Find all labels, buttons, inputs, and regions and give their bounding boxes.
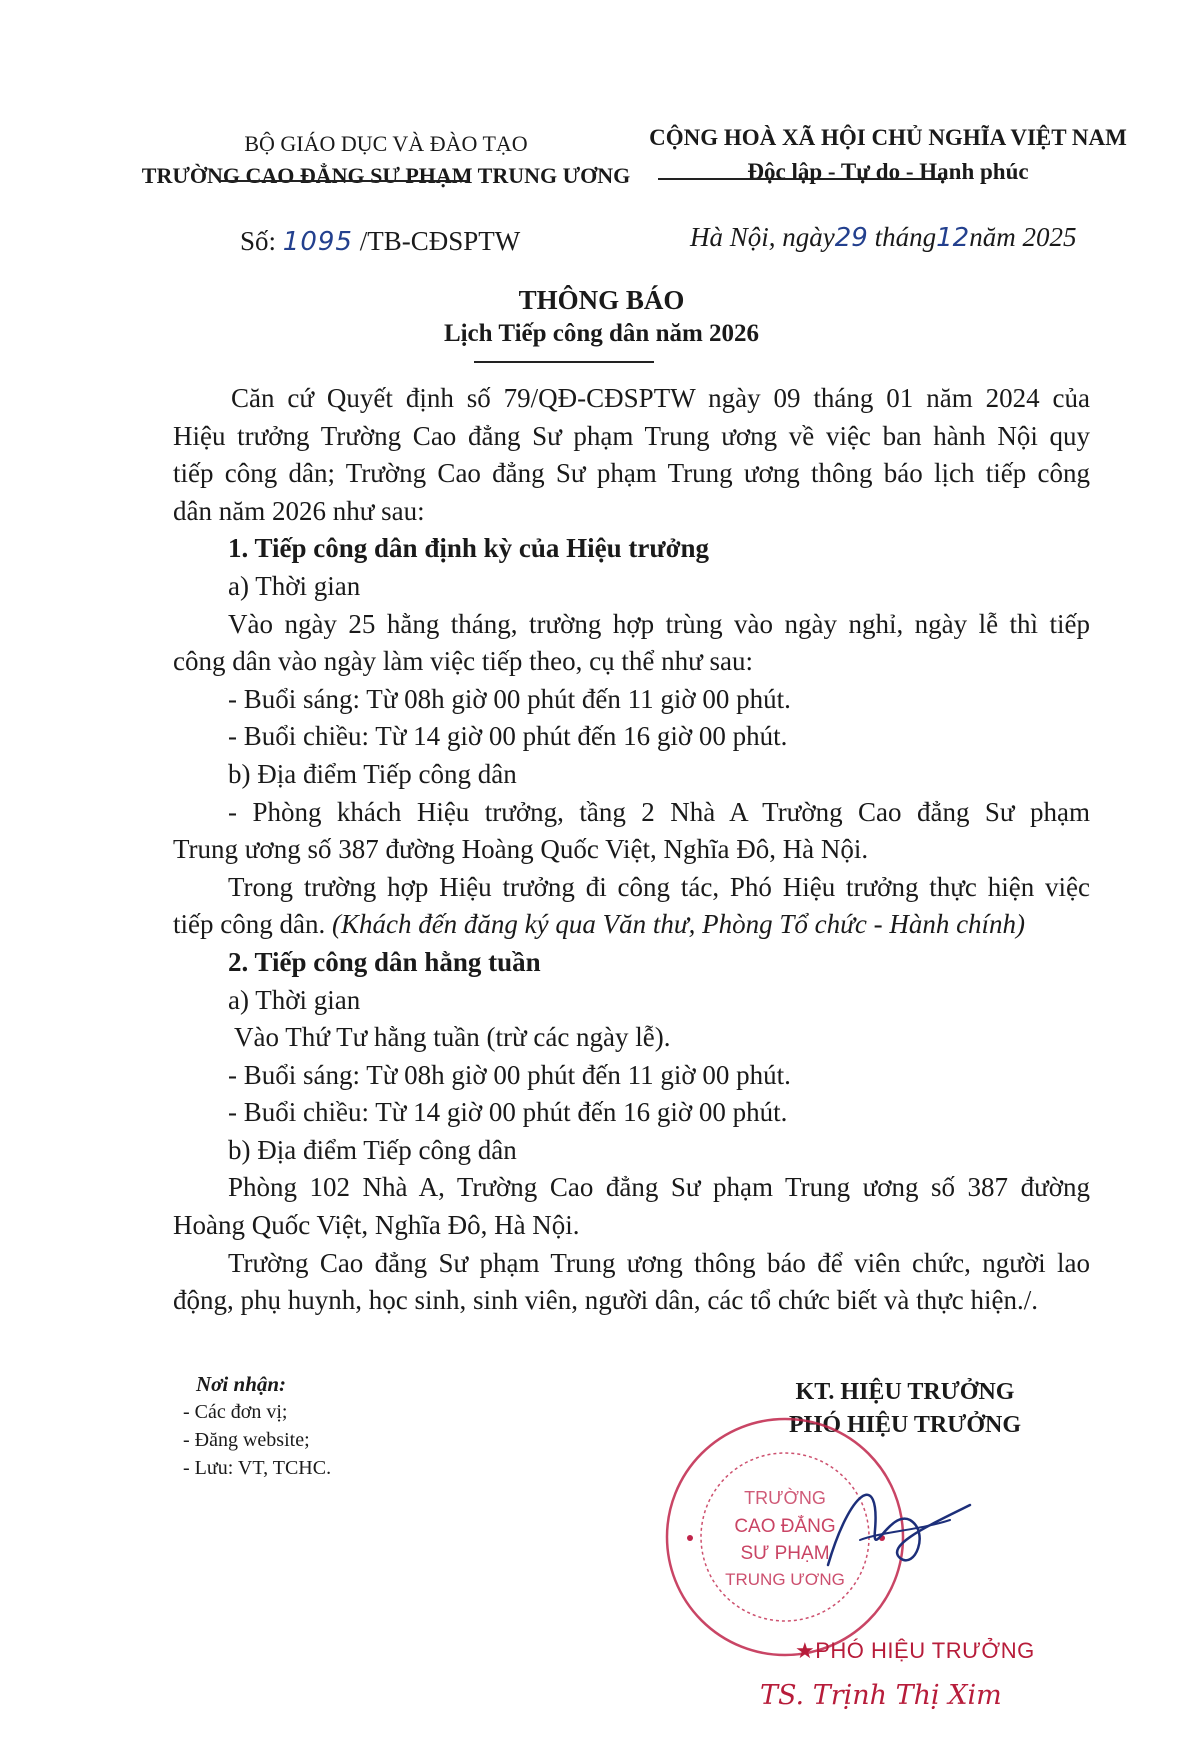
stamp-line: TRƯỜNG xyxy=(744,1488,826,1508)
signature-title-1: KT. HIỆU TRƯỞNG xyxy=(795,1379,1015,1405)
recipients-block xyxy=(183,1370,331,1482)
handwritten-month: 12 xyxy=(936,223,970,253)
section-1-note-2: tiếp công dân. (Khách đến đăng ký qua Văn thư, Phòng Tổ chức - Hành chính) xyxy=(173,909,1026,940)
ministry-name: BỘ GIÁO DỤC VÀ ĐÀO TẠO xyxy=(244,131,528,156)
handwritten-number: 1095 xyxy=(282,227,353,257)
closing-line: động, phụ huynh, học sinh, sinh viên, người dân, các tổ chức biết và thực hiện./. xyxy=(173,1285,1039,1316)
document-title: THÔNG BÁO xyxy=(518,285,685,315)
document-subtitle: Lịch Tiếp công dân năm 2026 xyxy=(443,320,760,347)
section-1-b-line: Trung ương số 387 đường Hoàng Quốc Việt, Nghĩa Đô, Hà Nội. xyxy=(173,834,869,865)
section-1-a: a) Thời gian xyxy=(228,570,361,601)
national-motto: Độc lập - Tự do - Hạnh phúc xyxy=(747,159,1029,184)
recipient-item: - Các đơn vị; xyxy=(183,1401,288,1423)
recipient-item: - Đăng website; xyxy=(183,1429,310,1451)
recipients-heading: Nơi nhận: xyxy=(196,1372,287,1396)
signer-name: TS. Trịnh Thị Xim xyxy=(760,1680,1002,1711)
stamp-line: SƯ PHẠM xyxy=(740,1543,830,1564)
handwritten-day: 29 xyxy=(834,223,868,253)
section-1-b: b) Địa điểm Tiếp công dân xyxy=(228,758,517,789)
section-2-a: a) Thời gian xyxy=(228,984,361,1015)
section-1-a-line: Vào ngày 25 hằng tháng, trường hợp trùng vào ngày nghỉ, ngày lễ thì tiếp xyxy=(228,608,1090,639)
country-name: CỘNG HOÀ XÃ HỘI CHỦ NGHĨA VIỆT NAM xyxy=(649,125,1127,150)
section-2-morning: - Buổi sáng: Từ 08h giờ 00 phút đến 11 giờ 00 phút. xyxy=(228,1059,791,1090)
section-2-a-text: Vào Thứ Tư hằng tuần (trừ các ngày lễ). xyxy=(234,1022,671,1053)
intro-line: Hiệu trưởng Trường Cao đẳng Sư phạm Trung ương về việc ban hành Nội quy xyxy=(173,420,1090,451)
section-1-a-line: công dân vào ngày làm việc tiếp theo, cụ thể như sau: xyxy=(173,646,753,677)
title-rule xyxy=(474,361,654,363)
section-1-note: Trong trường hợp Hiệu trưởng đi công tác, Phó Hiệu trưởng thực hiện việc xyxy=(228,871,1090,902)
closing-line: Trường Cao đẳng Sư phạm Trung ương thông báo để viên chức, người lao xyxy=(228,1247,1090,1278)
recipient-item: - Lưu: VT, TCHC. xyxy=(183,1457,332,1479)
stamp-line: TRUNG ƯƠNG xyxy=(725,1570,845,1589)
section-1-heading: 1. Tiếp công dân định kỳ của Hiệu trưởng xyxy=(228,533,710,564)
registration-note: (Khách đến đăng ký qua Văn thư, Phòng Tổ chức - Hành chính) xyxy=(331,909,1026,940)
header-right-rule xyxy=(658,178,946,180)
section-2-afternoon: - Buổi chiều: Từ 14 giờ 00 phút đến 16 giờ 00 phút. xyxy=(228,1097,788,1128)
document-body xyxy=(173,380,1090,1320)
section-2-b: b) Địa điểm Tiếp công dân xyxy=(228,1134,517,1165)
section-1-b-line: - Phòng khách Hiệu trưởng, tầng 2 Nhà A Trường Cao đẳng Sư phạm xyxy=(228,796,1090,827)
stamp-title: ★PHÓ HIỆU TRƯỞNG xyxy=(795,1638,1035,1663)
document-number: Số: 1095 /TB-CĐSPTW xyxy=(240,226,521,257)
handwritten-signature xyxy=(820,1470,980,1590)
intro-line: Căn cứ Quyết định số 79/QĐ-CĐSPTW ngày 09 tháng 01 năm 2024 của xyxy=(231,383,1090,413)
school-name: TRƯỜNG CAO ĐẲNG SƯ PHẠM TRUNG ƯƠNG xyxy=(141,163,631,188)
intro-line: tiếp công dân; Trường Cao đẳng Sư phạm Trung ương thông báo lịch tiếp công xyxy=(173,458,1090,489)
stamp-line: CAO ĐẲNG xyxy=(734,1516,836,1537)
intro-line: dân năm 2026 như sau: xyxy=(173,495,425,526)
section-1-morning: - Buổi sáng: Từ 08h giờ 00 phút đến 11 giờ 00 phút. xyxy=(228,683,791,714)
document-date: Hà Nội, ngày29 tháng12năm 2025 xyxy=(690,222,1077,253)
section-2-b-line: Hoàng Quốc Việt, Nghĩa Đô, Hà Nội. xyxy=(173,1210,580,1241)
header-left-rule xyxy=(220,180,468,182)
section-1-afternoon: - Buổi chiều: Từ 14 giờ 00 phút đến 16 giờ 00 phút. xyxy=(228,721,788,752)
section-2-b-line: Phòng 102 Nhà A, Trường Cao đẳng Sư phạm Trung ương số 387 đường xyxy=(228,1172,1090,1203)
header-left xyxy=(120,128,652,192)
section-2-heading: 2. Tiếp công dân hằng tuần xyxy=(228,946,541,977)
signature-title-2: PHÓ HIỆU TRƯỞNG xyxy=(788,1412,1022,1438)
